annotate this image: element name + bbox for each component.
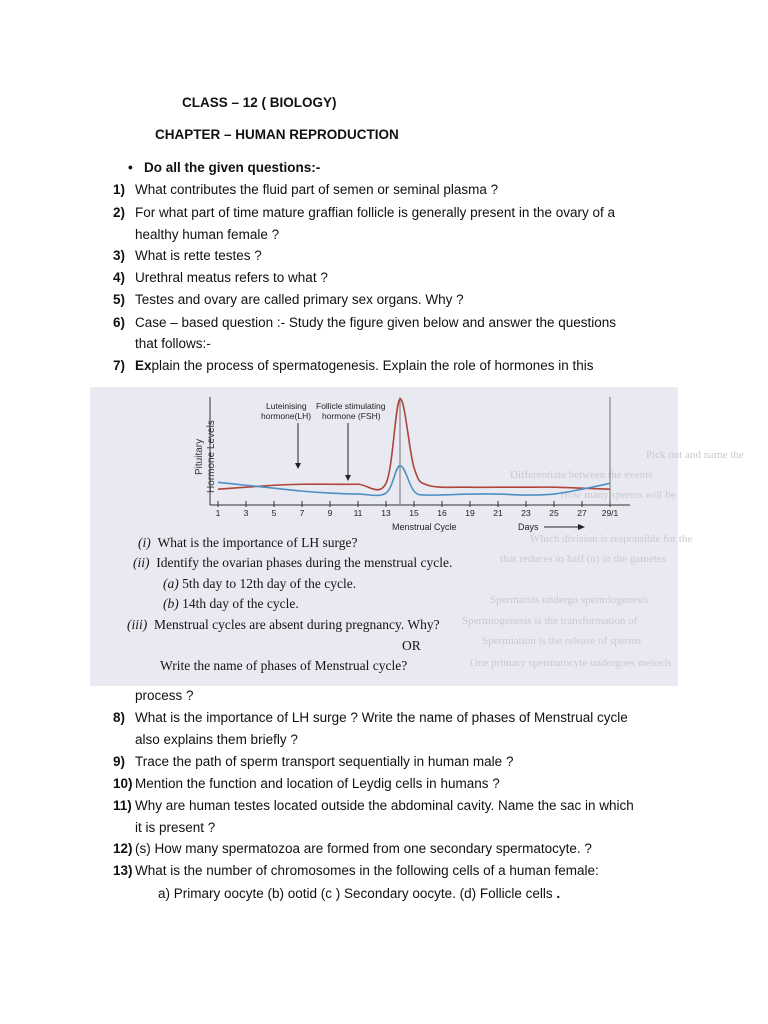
question-number: 3) <box>113 248 126 263</box>
x-axis-title: Menstrual Cycle <box>392 522 457 532</box>
x-tick-label: 9 <box>327 508 333 518</box>
question-number: 1) <box>113 182 126 197</box>
figure-question: Write the name of phases of Menstrual cycle? <box>160 658 408 673</box>
fsh-label-line-1: Follicle stimulating <box>316 401 386 411</box>
question-number: 12) <box>113 841 133 856</box>
bullet-icon: • <box>128 160 133 175</box>
x-tick-label: 29/1 <box>601 508 619 518</box>
question-text: What is the number of chromosomes in the following cells of a human female: <box>135 863 599 878</box>
fsh-label-line-2: hormone (FSH) <box>322 411 381 421</box>
question-text: What contributes the fluid part of semen or seminal plasma ? <box>135 182 499 197</box>
x-tick-label: 1 <box>215 508 221 518</box>
figure-sub-question: (b) 14th day of the cycle. <box>163 596 299 611</box>
x-tick-label: 27 <box>577 508 587 518</box>
x-tick-label: 13 <box>381 508 391 518</box>
question-number: 9) <box>113 754 126 769</box>
question-text: Case – based question :- Study the figure given below and answer the questions <box>135 315 617 330</box>
question-text: it is present ? <box>135 820 216 835</box>
question-number: 10) <box>113 776 133 791</box>
question-continuation: process ? <box>135 688 194 703</box>
question-text: (s) How many spermatozoa are formed from one secondary spermatocyte. ? <box>135 841 592 856</box>
question-text: What is rette testes ? <box>135 248 262 263</box>
figure-or-label: OR <box>402 638 421 653</box>
question-text: healthy human female ? <box>135 227 280 242</box>
question-text: Trace the path of sperm transport sequentially in human male ? <box>135 754 514 769</box>
lh-arrow-head <box>295 463 301 469</box>
x-tick-label: 5 <box>271 508 277 518</box>
question-number: 8) <box>113 710 126 725</box>
figure-question: (ii) Identify the ovarian phases during the menstrual cycle. <box>133 555 453 570</box>
lh-label-line-2: hormone(LH) <box>261 411 312 421</box>
hormone-chart <box>90 387 678 547</box>
question-text: Testes and ovary are called primary sex organs. Why ? <box>135 292 464 307</box>
x-tick-label: 23 <box>521 508 531 518</box>
days-arrow-head <box>578 524 585 530</box>
instruction: • Do all the given questions:- <box>128 160 321 175</box>
x-tick-label: 25 <box>549 508 559 518</box>
x-tick-label: 7 <box>299 508 305 518</box>
lh-label-line-1: Luteinising <box>266 401 307 411</box>
x-tick-label: 21 <box>493 508 503 518</box>
question-number: 11) <box>113 798 132 813</box>
question-number: 7) <box>113 358 126 373</box>
figure-sub-question: (a) 5th day to 12th day of the cycle. <box>163 576 357 591</box>
figure-question: (i) What is the importance of LH surge? <box>138 535 358 550</box>
question-text: also explains them briefly ? <box>135 732 298 747</box>
x-tick-label: 11 <box>353 508 363 518</box>
menstrual-cycle-figure: Pick out and name the Differentiate between the events How many sperms will be Which division is responsible for the that reduces to half (n) in the gametes Spermatids undergo spermiogenesis Spermiogenesis is the transformation of Spermiation is the release of sperms One primary spermatocyte undergoes meiosis Pituitary Hormone Levels Luteinising hormone(LH) Follicle stimulating hormone (FSH) Menstrual Cycle Days 1 3 5 7 9 11 13 15 16 19 21 23 25 27 29/1 (i) What is the importance of LH surge? (ii) Identify the ovarian phases during the menstrual cycle. (a) 5th day to 12th day of the cycle. (b) 14th day of the cycle. (iii) Menstrual cycles are absent during pregnancy. Why? OR Write the name of phases of Menstrual cycle? <box>90 387 678 686</box>
question-text: Mention the function and location of Leydig cells in humans ? <box>135 776 500 791</box>
class-title: CLASS – 12 ( BIOLOGY) <box>182 95 337 110</box>
x-tick-label: 3 <box>243 508 249 518</box>
chapter-title: CHAPTER – HUMAN REPRODUCTION <box>155 127 399 142</box>
fsh-arrow-head <box>345 475 351 481</box>
question-text: Explain the process of spermatogenesis. Explain the role of hormones in this <box>135 358 594 373</box>
figure-question: (iii) Menstrual cycles are absent during pregnancy. Why? <box>127 617 440 632</box>
x-tick-label: 15 <box>409 508 419 518</box>
y-axis-label-1: Pituitary <box>194 438 205 475</box>
question-text: Why are human testes located outside the abdominal cavity. Name the sac in which <box>135 798 634 813</box>
x-tick-label: 19 <box>465 508 475 518</box>
question-number: 2) <box>113 205 126 220</box>
question-number: 6) <box>113 315 126 330</box>
question-number: 4) <box>113 270 126 285</box>
days-label: Days <box>518 522 539 532</box>
question-text: For what part of time mature graffian follicle is generally present in the ovary of a <box>135 205 615 220</box>
x-tick-label: 16 <box>437 508 447 518</box>
y-axis-label-2: Hormone Levels <box>206 420 217 493</box>
question-number: 13) <box>113 863 133 878</box>
question-number: 5) <box>113 292 126 307</box>
question-text: What is the importance of LH surge ? Write the name of phases of Menstrual cycle <box>135 710 628 725</box>
question-options: a) Primary oocyte (b) ootid (c ) Secondary oocyte. (d) Follicle cells . <box>158 886 561 901</box>
question-text: Urethral meatus refers to what ? <box>135 270 328 285</box>
question-text: that follows:- <box>135 336 211 351</box>
